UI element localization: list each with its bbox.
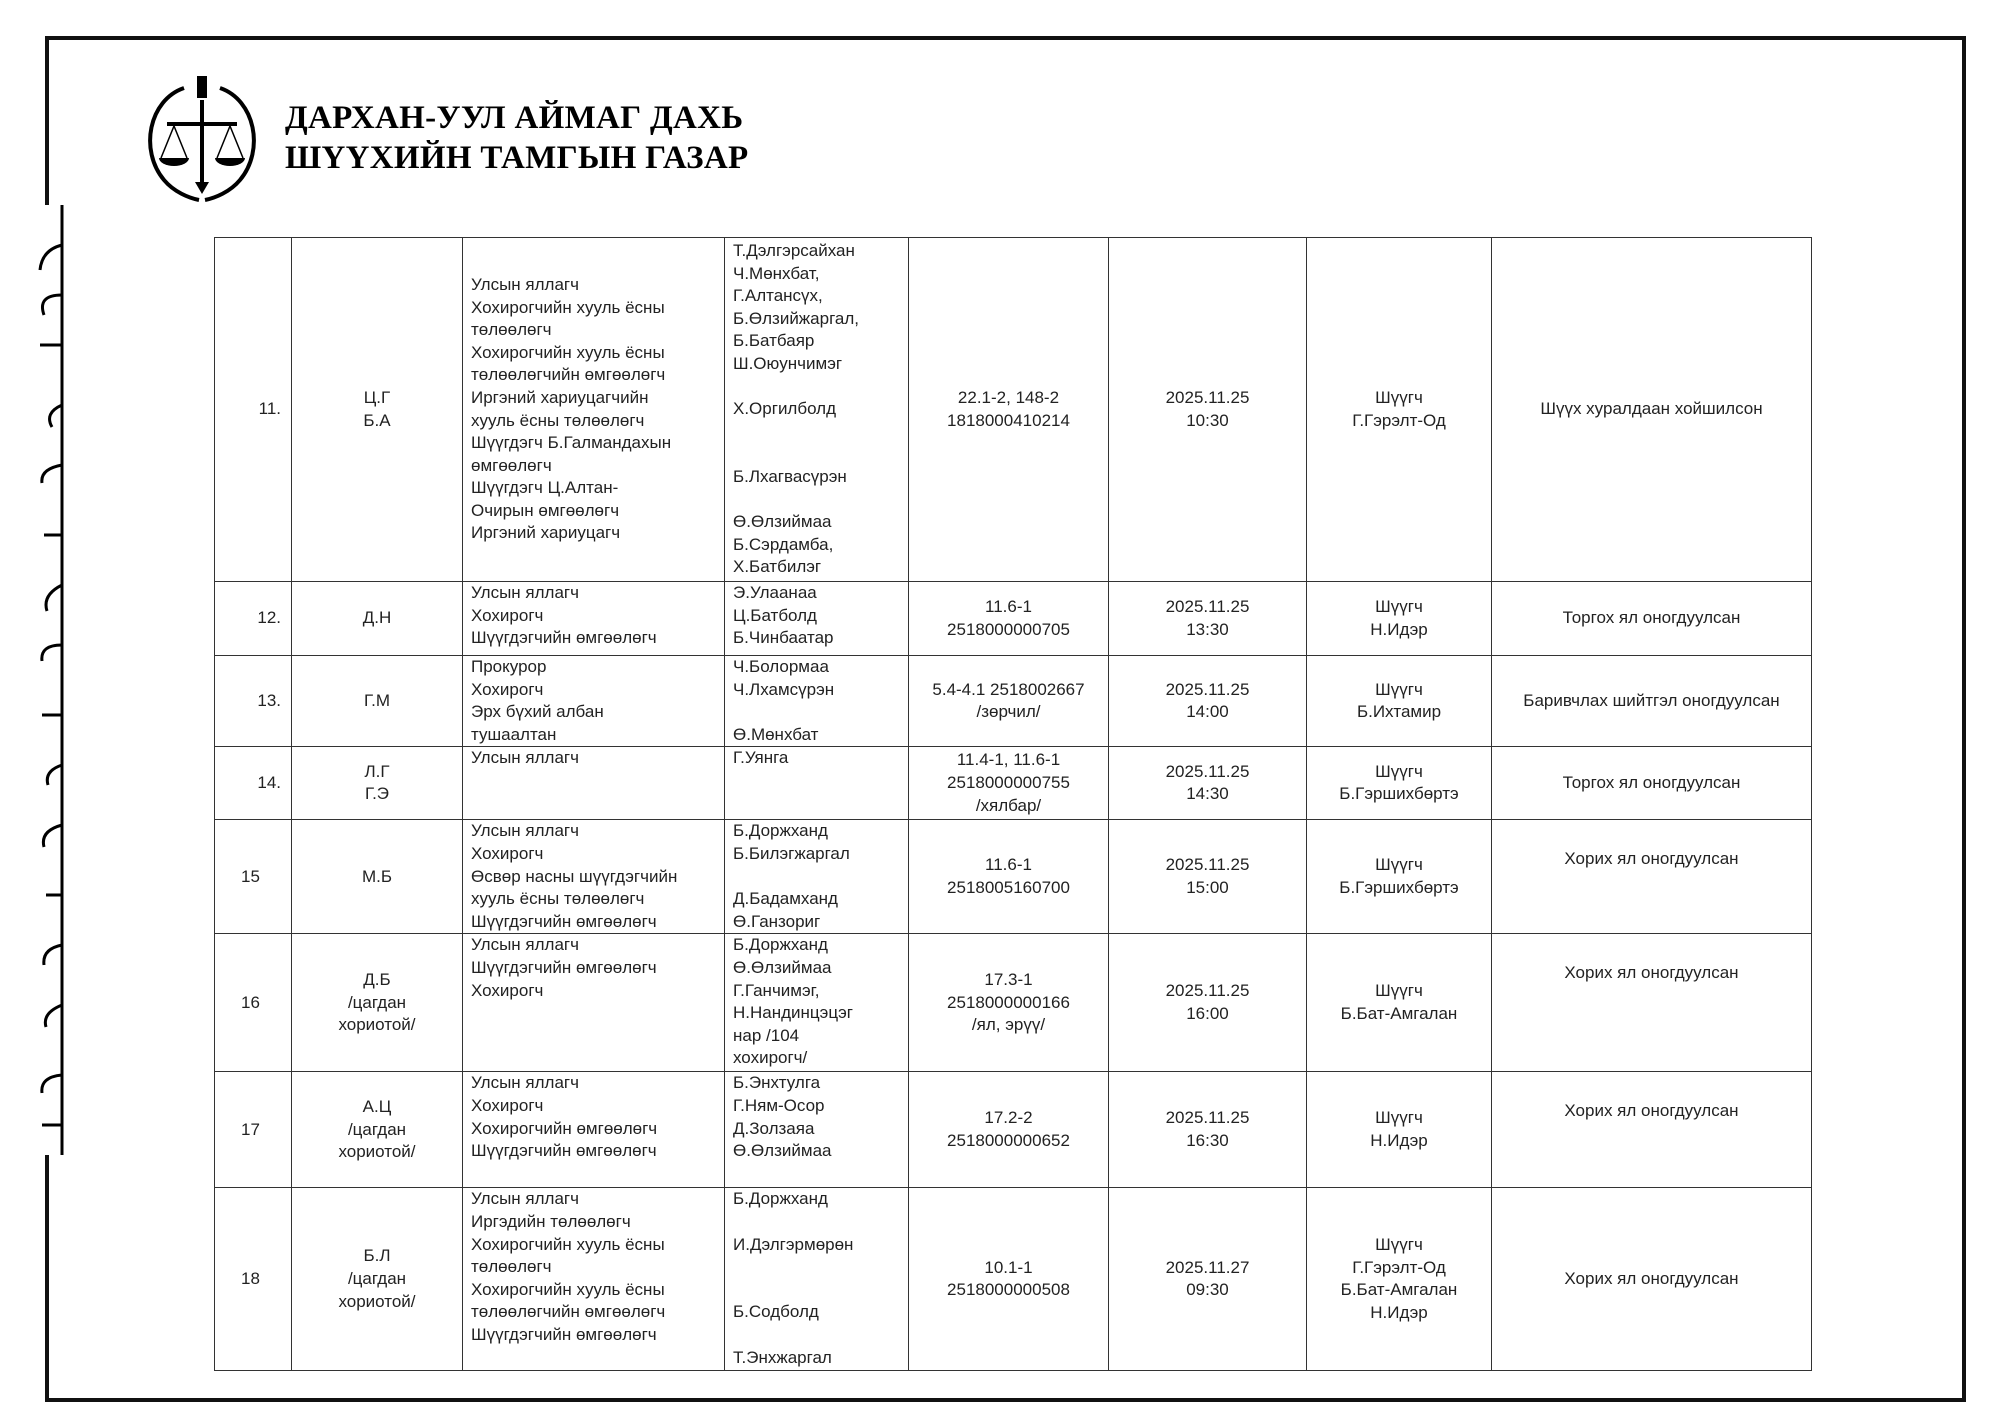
hearing-datetime: 2025.11.27 09:30 xyxy=(1109,1188,1307,1371)
participant-names: Г.Уянга xyxy=(725,747,909,820)
table-row xyxy=(215,820,1812,934)
table-row xyxy=(215,238,1812,582)
participant-roles: Улсын яллагч Шүүгдэгчийн өмгөөлөгч Хохирогч xyxy=(463,934,725,1072)
presiding-judge: Шүүгч Б.Бат-Амгалан xyxy=(1307,934,1492,1072)
participant-names: Б.Доржханд И.Дэлгэрмөрөн Б.Содболд Т.Энхжаргал xyxy=(725,1188,909,1371)
article-and-case-id: 10.1-1 2518000000508 xyxy=(909,1188,1109,1371)
table-row xyxy=(215,582,1812,656)
presiding-judge: Шүүгч Н.Идэр xyxy=(1307,1072,1492,1188)
defendant-initials: Ц.Г Б.А xyxy=(292,238,463,582)
article-and-case-id: 11.6-1 2518000000705 xyxy=(909,582,1109,656)
hearing-result: Хорих ял оногдуулсан xyxy=(1492,820,1812,934)
hearing-result: Шүүх хуралдаан хойшилсон xyxy=(1492,238,1812,582)
article-and-case-id: 17.3-1 2518000000166 /ял, эрүү/ xyxy=(909,934,1109,1072)
article-and-case-id: 22.1-2, 148-2 1818000410214 xyxy=(909,238,1109,582)
article-and-case-id: 11.6-1 2518005160700 xyxy=(909,820,1109,934)
hearing-result: Торгох ял оногдуулсан xyxy=(1492,747,1812,820)
participant-names: Б.Энхтулга Г.Ням-Осор Д.Золзаяа Ө.Өлзиймаа xyxy=(725,1072,909,1188)
participant-roles: Улсын яллагч xyxy=(463,747,725,820)
court-title-line1: ДАРХАН-УУЛ АЙМАГ ДАХЬ xyxy=(285,100,744,136)
table-row xyxy=(215,1072,1812,1188)
court-emblem-icon xyxy=(139,70,265,205)
hearing-datetime: 2025.11.25 10:30 xyxy=(1109,238,1307,582)
defendant-initials: Б.Л /цагдан хориотой/ xyxy=(292,1188,463,1371)
participant-roles: Улсын яллагч Хохирогч Хохирогчийн өмгөөлөгч Шүүгдэгчийн өмгөөлөгч xyxy=(463,1072,725,1188)
hearing-datetime: 2025.11.25 14:30 xyxy=(1109,747,1307,820)
defendant-initials: Л.Г Г.Э xyxy=(292,747,463,820)
hearing-datetime: 2025.11.25 14:00 xyxy=(1109,656,1307,747)
participant-names: Б.Доржханд Ө.Өлзиймаа Г.Ганчимэг, Н.Нандинцэцэг нар /104 хохирогч/ xyxy=(725,934,909,1072)
table-row xyxy=(215,747,1812,820)
mongolian-script-motto xyxy=(22,205,80,1155)
table-row xyxy=(215,656,1812,747)
participant-roles: Улсын яллагч Хохирогч Шүүгдэгчийн өмгөөлөгч xyxy=(463,582,725,656)
presiding-judge: Шүүгч Б.Гэршихбөртэ xyxy=(1307,820,1492,934)
court-title xyxy=(285,98,748,178)
article-and-case-id: 11.4-1, 11.6-1 2518000000755 /хялбар/ xyxy=(909,747,1109,820)
hearing-datetime: 2025.11.25 16:00 xyxy=(1109,934,1307,1072)
participant-roles: Улсын яллагч Хохирогчийн хууль ёсны төлөөлөгч Хохирогчийн хууль ёсны төлөөлөгчийн өмгөөлөгч Иргэний хариуцагчийн хууль ёсны төлөөлөгч Шүүгдэгч Б.Галмандахын өмгөөлөгч Шүүгдэгч Ц.Алтан- Очирын өмгөөлөгч Иргэний хариуцагч xyxy=(463,238,725,582)
participant-roles: Улсын яллагч Иргэдийн төлөөлөгч Хохирогчийн хууль ёсны төлөөлөгч Хохирогчийн хууль ёсны төлөөлөгчийн өмгөөлөгч Шүүгдэгчийн өмгөөлөгч xyxy=(463,1188,725,1371)
table-row xyxy=(215,934,1812,1072)
case-number: 14. xyxy=(215,747,292,820)
article-and-case-id: 5.4-4.1 2518002667 /зөрчил/ xyxy=(909,656,1109,747)
defendant-initials: Д.Б /цагдан хориотой/ xyxy=(292,934,463,1072)
participant-names: Ч.Болормаа Ч.Лхамсүрэн Ө.Мөнхбат xyxy=(725,656,909,747)
hearing-result: Хорих ял оногдуулсан xyxy=(1492,1072,1812,1188)
table-row xyxy=(215,1188,1812,1371)
hearing-result: Баривчлах шийтгэл оногдуулсан xyxy=(1492,656,1812,747)
article-and-case-id: 17.2-2 2518000000652 xyxy=(909,1072,1109,1188)
defendant-initials: Д.Н xyxy=(292,582,463,656)
case-number: 16 xyxy=(215,934,292,1072)
hearing-result: Торгох ял оногдуулсан xyxy=(1492,582,1812,656)
case-number: 17 xyxy=(215,1072,292,1188)
case-number: 15 xyxy=(215,820,292,934)
presiding-judge: Шүүгч Б.Гэршихбөртэ xyxy=(1307,747,1492,820)
hearing-schedule-table xyxy=(214,237,1812,1371)
case-number: 13. xyxy=(215,656,292,747)
participant-roles: Прокурор Хохирогч Эрх бүхий албан тушаалтан xyxy=(463,656,725,747)
defendant-initials: Г.М xyxy=(292,656,463,747)
hearing-datetime: 2025.11.25 15:00 xyxy=(1109,820,1307,934)
presiding-judge: Шүүгч Г.Гэрэлт-Од Б.Бат-Амгалан Н.Идэр xyxy=(1307,1188,1492,1371)
participant-names: Э.Улаанаа Ц.Батболд Б.Чинбаатар xyxy=(725,582,909,656)
defendant-initials: А.Ц /цагдан хориотой/ xyxy=(292,1072,463,1188)
presiding-judge: Шүүгч Б.Ихтамир xyxy=(1307,656,1492,747)
hearing-result: Хорих ял оногдуулсан xyxy=(1492,1188,1812,1371)
participant-names: Т.Дэлгэрсайхан Ч.Мөнхбат, Г.Алтансүх, Б.Өлзийжаргал, Б.Батбаяр Ш.Оюунчимэг Х.Оргилболд Б.Лхагвасүрэн Ө.Өлзиймаа Б.Сэрдамба, Х.Батбилэг xyxy=(725,238,909,582)
hearing-datetime: 2025.11.25 13:30 xyxy=(1109,582,1307,656)
participant-roles: Улсын яллагч Хохирогч Өсвөр насны шүүгдэгчийн хууль ёсны төлөөлөгч Шүүгдэгчийн өмгөөлөгч xyxy=(463,820,725,934)
case-number: 12. xyxy=(215,582,292,656)
hearing-datetime: 2025.11.25 16:30 xyxy=(1109,1072,1307,1188)
presiding-judge: Шүүгч Н.Идэр xyxy=(1307,582,1492,656)
case-number: 11. xyxy=(215,238,292,582)
hearing-result: Хорих ял оногдуулсан xyxy=(1492,934,1812,1072)
participant-names: Б.Доржханд Б.Билэгжаргал Д.Бадамханд Ө.Ганзориг xyxy=(725,820,909,934)
case-number: 18 xyxy=(215,1188,292,1371)
defendant-initials: М.Б xyxy=(292,820,463,934)
court-title-line2: ШҮҮХИЙН ТАМГЫН ГАЗАР xyxy=(285,140,749,176)
presiding-judge: Шүүгч Г.Гэрэлт-Од xyxy=(1307,238,1492,582)
